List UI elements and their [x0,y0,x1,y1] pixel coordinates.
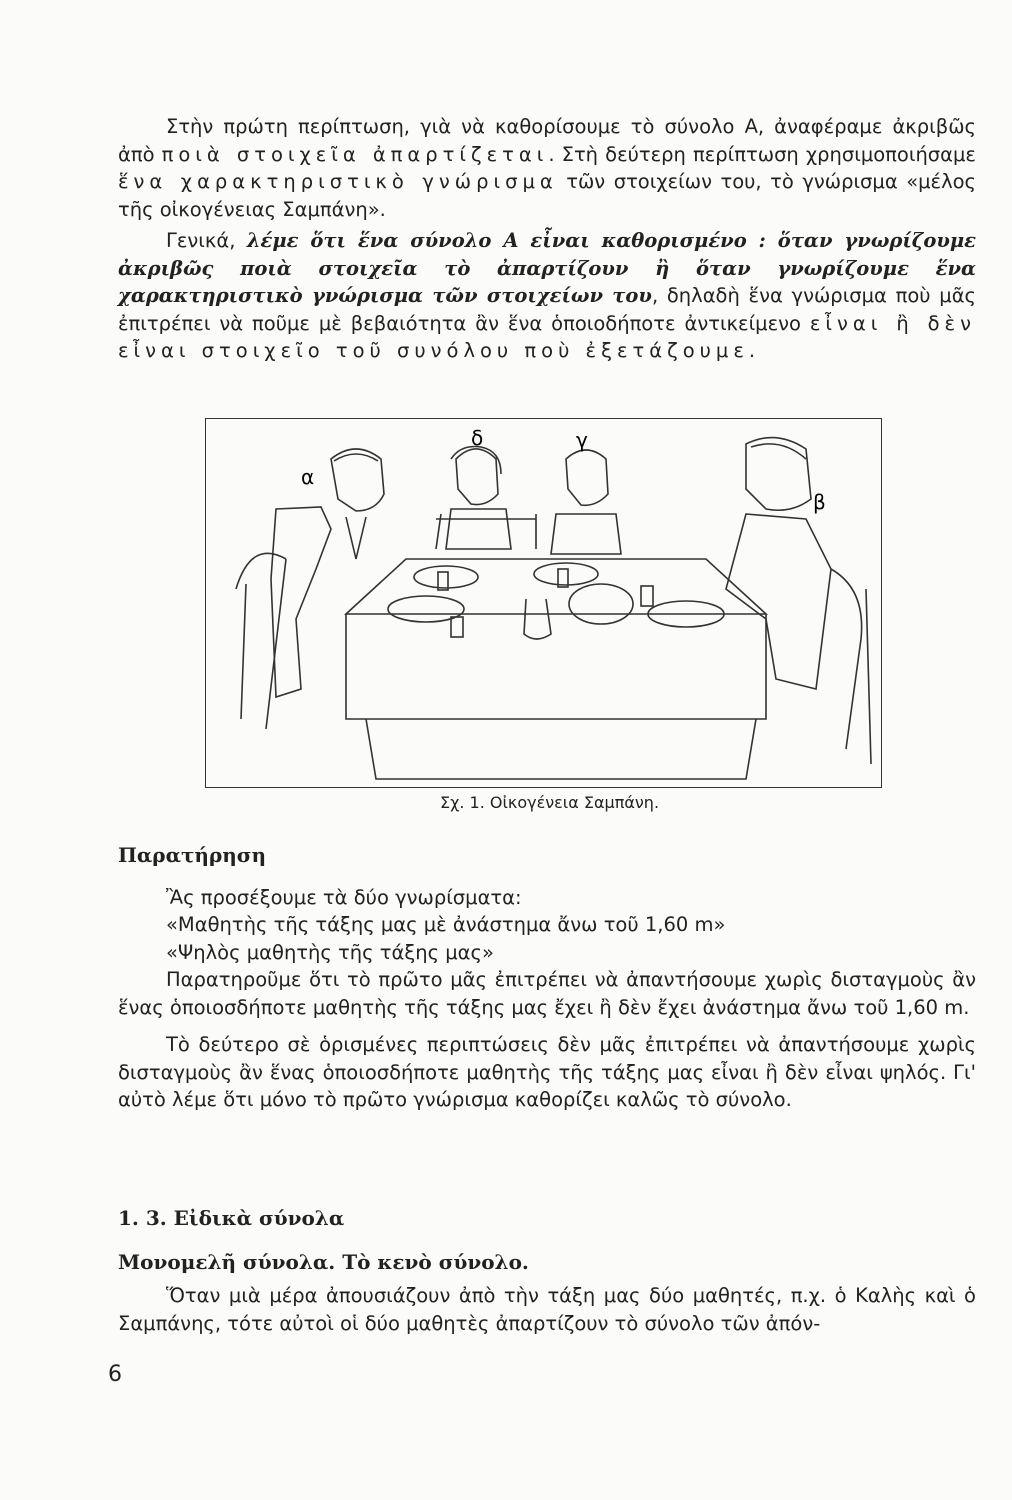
plate-1 [414,566,478,588]
father-tie [346,517,366,559]
remark-line-3: «Ψηλὸς μαθητὴς τῆς τάξης μας» [166,940,494,964]
glass-3 [451,617,463,637]
paragraph-2-part-e: . [748,339,756,362]
paragraph-1-spaced-b: ἕνα χαρακτηριστικὸ γνώρισμα [118,170,558,193]
paragraph-2-spaced: εἶναι ἢ δὲν εἶναι στοιχεῖο τοῦ συνόλου ποὺ ἐξετάζουμε [118,311,976,362]
paragraph-1-part-a: Στὴν πρώτη περίπτωση, γιὰ νὰ καθορίσουμε τὸ σύνολο Α, ἀναφέραμε ἀκριβῶς ἀπὸ [118,115,976,166]
back-chairs [436,514,536,549]
section-heading: 1. 3. Εἰδικὰ σύνολα [118,1206,345,1230]
paragraph-1-part-e: τῶν στοιχείων του, τὸ γνώρισμα «μέλος τῆς οἰκογένειας Σαμπάνη». [118,170,976,221]
section-subheading: Μονομελῆ σύνολα. Τὸ κενὸ σύνολο. [118,1249,529,1274]
label-gamma: γ [576,428,588,452]
tablecloth [346,614,766,719]
remark-line-1: Ἂς προσέξουμε τὰ δύο γνωρίσματα: [166,885,522,909]
section-text: Ὅταν μιὰ μέρα ἀπουσιάζουν ἀπὸ τὴν τάξη μας δύο μαθητές, π.χ. ὁ Καλὴς καὶ ὁ Σαμπάνης, τότε αὐτοὶ οἱ δύο μαθητὲς ἀπαρτίζουν τὸ σύνολο τῶν ἀπόν- [118,1284,976,1335]
father-head [331,449,384,511]
intro-text [118,113,976,365]
plate-2 [534,563,598,585]
paragraph-1 [118,113,976,223]
remark-block [118,842,976,1114]
table-top [346,559,766,614]
father-chair [236,553,286,729]
water-jug [524,599,551,639]
plate-3 [388,596,464,622]
mother-chair [831,569,871,764]
mother-head [746,438,811,511]
glass-4 [641,586,653,606]
father-body [271,507,331,697]
family-dinner-drawing [206,419,881,787]
tablecloth-drape [366,719,756,779]
paragraph-2-part-c: , δηλαδὴ ἕνα γνώρισμα ποὺ μᾶς ἐπιτρέπει νὰ ποῦμε μὲ βεβαιότητα ἂν ἕνα ὁποιοδήποτε ἀντικείμενο [118,284,976,335]
special-sets-section [118,1205,976,1337]
boy-body [551,514,621,554]
remark-line-4: Παρατηροῦμε ὅτι τὸ πρῶτο μᾶς ἐπιτρέπει νὰ ἀπαντήσουμε χωρὶς δισταγμοὺς ἂν ἕνας ὁποιοσδήποτε μαθητὴς τῆς τάξης μας ἔχει ἢ δὲν ἔχει ἀνάστημα ἄνω τοῦ 1,60 m. [118,968,976,1019]
paragraph-2-part-a: Γενικά, [166,229,247,252]
remark-title: Παρατήρηση [118,843,267,867]
girl-head [451,447,501,505]
definition-bold: λέμε ὅτι ἕνα σύνολο Α εἶναι καθορισμένο : ὅταν γνωρίζουμε ἀκριβῶς ποιὰ στοιχεῖα τὸ ἀπαρτίζουν ἢ ὅταν γνωρίζουμε ἕνα χαρακτηριστικὸ γνώρισμα τῶν στοιχείων του [118,229,977,307]
label-alpha: α [301,465,315,489]
girl-body [446,509,511,549]
bread-basket [569,584,633,624]
family-illustration [205,418,882,788]
remark-line-2: «Μαθητὴς τῆς τάξης μας μὲ ἀνάστημα ἄνω τοῦ 1,60 m» [166,913,726,936]
figure-caption: Σχ. 1. Οἰκογένεια Σαμπάνη. [440,793,660,812]
label-beta: β [813,490,826,514]
paragraph-2 [118,227,976,365]
paragraph-1-part-c: . Στὴ δεύτερη περίπτωση χρησιμοποιήσαμε [548,142,976,166]
label-delta: δ [471,426,484,450]
page-number: 6 [108,1362,122,1387]
paragraph-1-spaced-a: ποιὰ στοιχεῖα ἀπαρτίζεται [161,142,549,166]
boy-head [566,450,608,505]
remark-line-5: Τὸ δεύτερο σὲ ὁρισμένες περιπτώσεις δὲν μᾶς ἐπιτρέπει νὰ ἀπαντήσουμε χωρὶς δισταγμοὺς ἂν ἕνας ὁποιοσδήποτε μαθητὴς τῆς τάξης μας εἶναι ἢ δὲν εἶναι ψηλός. Γι' αὐτὸ λέμε ὅτι μόνο τὸ πρῶτο γνώρισμα καθορίζει καλῶς τὸ σύνολο. [118,1033,976,1111]
mother-body [726,514,831,689]
